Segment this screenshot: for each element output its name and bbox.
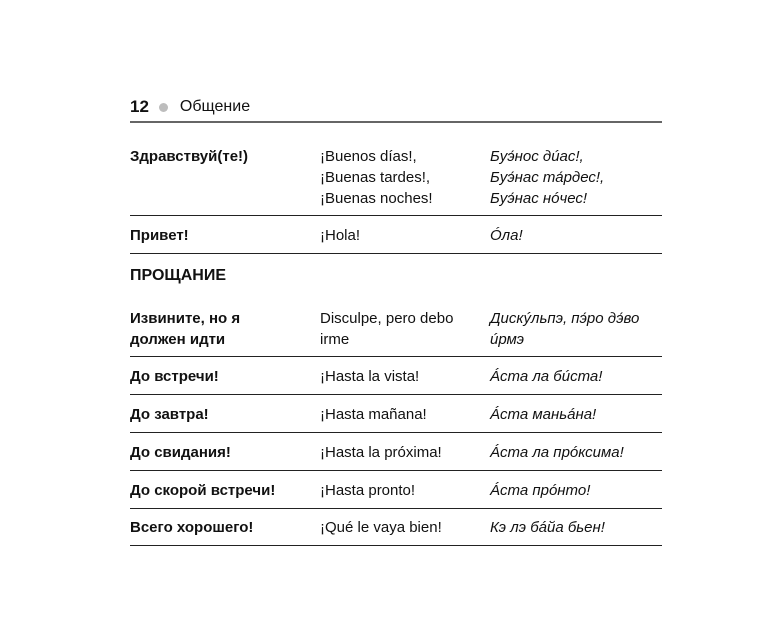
phrase-row [130,225,662,246]
spanish-line: ¡Buenas tardes!, [320,169,431,186]
phrase-row [130,442,662,463]
russian-phrase: До скорой встречи! [130,482,276,499]
header-divider [130,121,662,123]
chapter-title: Общение [179,98,251,115]
row-divider [130,432,662,433]
transcription-line: úрмэ [490,331,525,348]
transcription-line: Бyэ́нос дúас!, [490,148,584,165]
section-title: ПРОЩАНИЕ [130,267,226,284]
spanish-line: irme [320,331,350,348]
transcription-line: Дискýльпэ, пэ́ро дэ́во [490,310,640,327]
russian-phrase: Привет! [130,227,189,244]
row-divider [130,470,662,471]
transcription: Óла! [490,227,523,244]
spanish-phrase: ¡Hasta mañana! [320,406,427,423]
spanish-line: Disculpe, pero debo [320,310,454,327]
transcription: Áста ла прóксима! [490,444,624,461]
transcription [490,308,662,350]
spanish-line: ¡Buenas noches! [320,190,433,207]
page-number: 12 [130,97,149,116]
transcription: Áста маньáна! [490,406,597,423]
row-divider [130,545,662,546]
spanish-line: ¡Buenos días!, [320,148,417,165]
transcription-line: Бyэ́нас та́рдес!, [490,169,605,186]
russian-phrase: До свидания! [130,444,231,461]
spanish-phrase: ¡Hasta pronto! [320,482,416,499]
bullet-icon [159,103,168,112]
spanish-phrase: ¡Hasta la vista! [320,368,420,385]
row-divider [130,253,662,254]
spanish-phrase [320,146,490,209]
phrase-row [130,517,662,538]
transcription: Áста ла бúста! [490,368,603,385]
russian-phrase: Всего хорошего! [130,519,254,536]
row-divider [130,508,662,509]
transcription: Кэ лэ бáйа бьен! [490,519,605,536]
transcription-line: Бyэ́нас нóчес! [490,190,588,207]
russian-phrase: До встречи! [130,368,219,385]
russian-phrase [130,308,320,350]
russian-line: Извините, но я [130,310,241,327]
row-divider [130,215,662,216]
spanish-phrase: ¡Hola! [320,227,361,244]
phrase-row [130,404,662,425]
row-divider [130,394,662,395]
page-header [130,97,250,117]
transcription [490,146,662,209]
spanish-phrase [320,308,490,350]
transcription: Áста прóнто! [490,482,591,499]
phrase-row [130,308,662,350]
spanish-phrase: ¡Hasta la próxima! [320,444,442,461]
phrase-row [130,480,662,501]
row-divider [130,356,662,357]
russian-line: должен идти [130,331,226,348]
russian-phrase: Здравствуй(те!) [130,148,249,165]
spanish-phrase: ¡Qué le vaya bien! [320,519,442,536]
phrase-row [130,146,662,209]
phrase-row [130,366,662,387]
russian-phrase: До завтра! [130,406,209,423]
